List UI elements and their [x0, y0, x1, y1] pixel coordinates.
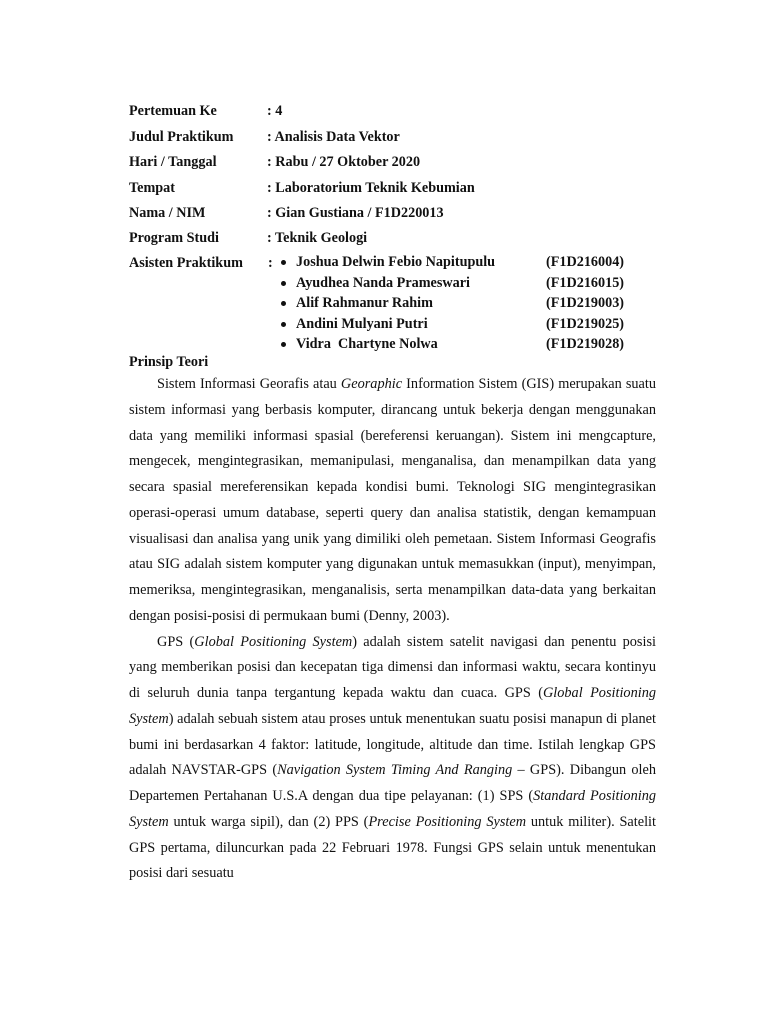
italic-run: Standard Positioning System — [129, 788, 656, 830]
italic-run: Precise Positioning System — [368, 813, 527, 830]
assistant-name: Alif Rahmanur Rahim — [296, 295, 433, 311]
header-label: Pertemuan Ke — [129, 103, 217, 119]
assistant-nim: (F1D219003) — [546, 295, 625, 311]
header-value: : Teknik Geologi — [267, 230, 368, 246]
section-title: Prinsip Teori — [129, 354, 209, 370]
header-value: : 4 — [267, 103, 283, 119]
bullet-icon — [281, 322, 286, 327]
bullet-icon — [281, 260, 286, 265]
header-label: Judul Praktikum — [129, 129, 234, 145]
assistant-nim: (F1D219028) — [546, 336, 625, 352]
bullet-icon — [281, 281, 286, 286]
text-run: Information Sistem (GIS) merupakan suatu sistem informasi yang berbasis komputer, dirancang untuk bekerja dengan menggunakan data yang memiliki informasi spasial (bereferensi keruangan). Sistem ini mengcapture, mengecek, mengintegrasikan, memanipulasi, menganalisa, dan menampilkan data yang secara spasial mereferensikan kepada kondisi bumi. Teknologi SIG mengintegrasikan operasi-operasi umum database, seperti query dan analisa statistik, dengan kemampuan visualisasi dan analisa yang unik yang dimiliki oleh pemetaan. Sistem Informasi Geografis atau SIG adalah sistem komputer yang digunakan untuk memasukkan (input), menyimpan, memeriksa, mengintegrasikan, menganalisis, serta menampilkan data-data yang berkaitan dengan posisi-posisi di permukaan bumi (Denny, 2003). — [129, 376, 656, 624]
assistant-nim: (F1D216004) — [546, 254, 625, 270]
header-value: : Gian Gustiana / F1D220013 — [267, 205, 444, 221]
italic-run: Georaphic — [340, 376, 403, 392]
assistants-label: Asisten Praktikum — [129, 255, 243, 271]
header-label: Hari / Tanggal — [129, 154, 217, 170]
assistant-nim: (F1D219025) — [546, 316, 625, 332]
assistant-name: Joshua Delwin Febio Napitupulu — [296, 254, 496, 270]
header-label: Program Studi — [129, 230, 219, 246]
assistant-name: Ayudhea Nanda Prameswari — [296, 275, 470, 291]
bullet-icon — [281, 342, 286, 347]
assistant-nim: (F1D216015) — [546, 275, 625, 291]
bullet-icon — [281, 301, 286, 306]
italic-run: Global Positioning System — [194, 633, 353, 650]
header-label: Tempat — [129, 180, 175, 196]
assistants-colon: : — [268, 255, 273, 271]
text-run: ) adalah sebuah sistem atau proses untuk menentukan suatu posisi manapun di planet bumi ini berdasarkan 4 faktor: latitude, longitude, altitude dan time. Istilah lengkap GPS adalah NAVSTAR-GPS ( — [129, 710, 656, 779]
italic-run: Navigation System Timing And Ranging — [277, 762, 513, 779]
header-value: : Analisis Data Vektor — [267, 129, 400, 145]
paragraph-gps — [129, 630, 656, 888]
paragraph-gis — [129, 372, 656, 630]
assistant-name: Andini Mulyani Putri — [296, 316, 428, 332]
header-label: Nama / NIM — [129, 205, 206, 221]
assistant-name: Vidra Chartyne Nolwa — [296, 336, 438, 352]
body-text — [129, 372, 656, 887]
header-value: : Rabu / 27 Oktober 2020 — [267, 154, 421, 170]
text-run: ) adalah sistem satelit navigasi dan penentu posisi yang memberikan posisi dan kecepatan tiga dimensi dan informasi waktu, secara kontinyu di seluruh dunia tanpa tergantung kepada waktu dan cuaca. GPS ( — [129, 633, 657, 701]
text-run: – GPS). Dibangun oleh Departemen Pertahanan U.S.A dengan dua tipe pelayanan: (1) SPS ( — [129, 762, 656, 804]
text-run: Sistem Informasi Georafis atau — [157, 376, 341, 392]
text-run: untuk militer). Satelit GPS pertama, diluncurkan pada 22 Februari 1978. Fungsi GPS selain untuk menentukan posisi dari sesuatu — [129, 813, 656, 882]
text-run: untuk warga sipil), dan (2) PPS ( — [168, 813, 369, 830]
text-run: GPS ( — [157, 633, 195, 650]
header-value: : Laboratorium Teknik Kebumian — [267, 180, 475, 196]
italic-run: Global Positioning System — [129, 685, 656, 727]
